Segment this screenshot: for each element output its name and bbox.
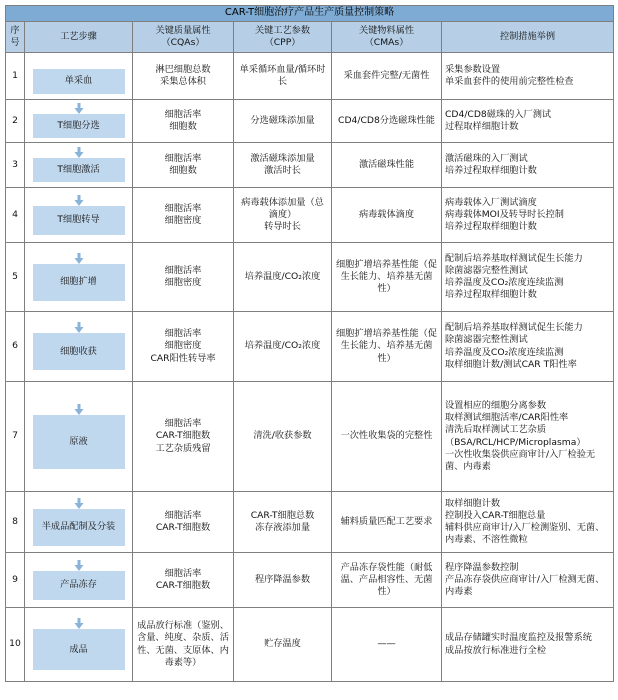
row-step-cell <box>25 382 133 492</box>
arrow-down-icon <box>74 195 84 206</box>
quality-control-table <box>5 5 614 682</box>
row-cpp: 单采循环血量/循环时长 <box>234 53 332 100</box>
process-step-box: T细胞激活 <box>33 158 125 182</box>
table-row <box>6 100 614 143</box>
row-seq: 2 <box>6 100 25 143</box>
row-seq: 1 <box>6 53 25 100</box>
row-cqa: 细胞活率 细胞数 <box>133 143 234 188</box>
table-row <box>6 143 614 188</box>
row-ctrl: CD4/CD8磁珠的入厂测试 过程取样细胞计数 <box>442 100 614 143</box>
table-row <box>6 492 614 553</box>
arrow-down-icon <box>74 147 84 158</box>
row-cqa: 淋巴细胞总数 采集总体积 <box>133 53 234 100</box>
row-seq: 6 <box>6 312 25 382</box>
process-step-box: 半成品配制及分装 <box>33 509 125 546</box>
row-step-cell <box>25 53 133 100</box>
row-cpp: 培养温度/CO₂浓度 <box>234 243 332 312</box>
row-cpp: 病毒载体添加量（总滴度） 转导时长 <box>234 188 332 243</box>
flow-arrow <box>25 102 132 114</box>
row-step-cell <box>25 553 133 608</box>
process-step-box: 原液 <box>33 415 125 469</box>
row-seq: 5 <box>6 243 25 312</box>
row-cpp: 贮存温度 <box>234 608 332 682</box>
row-cqa: 细胞活率 细胞密度 <box>133 243 234 312</box>
header-cqa: 关键质量属性 （CQAs） <box>133 22 234 53</box>
arrow-down-icon <box>74 618 84 629</box>
row-seq: 9 <box>6 553 25 608</box>
process-step-box: 细胞扩增 <box>33 264 125 301</box>
row-cma: —— <box>332 608 442 682</box>
row-ctrl: 程序降温参数控制 产品冻存袋供应商审计/入厂检测无菌、内毒素 <box>442 553 614 608</box>
row-cma: 激活磁珠性能 <box>332 143 442 188</box>
flow-arrow <box>25 617 132 629</box>
table-row <box>6 53 614 100</box>
row-cma: 病毒载体滴度 <box>332 188 442 243</box>
row-seq: 4 <box>6 188 25 243</box>
row-cma: 采血套件完整/无菌性 <box>332 53 442 100</box>
table-row <box>6 188 614 243</box>
row-cma: 细胞扩增培养基性能（促生长能力、培养基无菌性） <box>332 312 442 382</box>
row-cpp: 培养温度/CO₂浓度 <box>234 312 332 382</box>
row-cqa: 细胞活率 CAR-T细胞数 <box>133 553 234 608</box>
row-cpp: 激活磁珠添加量 激活时长 <box>234 143 332 188</box>
arrow-down-icon <box>74 103 84 114</box>
row-cqa: 成品放行标准（鉴别、含量、纯度、杂质、活性、无菌、支原体、内毒素等） <box>133 608 234 682</box>
process-step-box: 产品冻存 <box>33 571 125 600</box>
header-cpp: 关键工艺参数 （CPP） <box>234 22 332 53</box>
row-ctrl: 配制后培养基取样测试促生长能力 除菌滤器完整性测试 培养温度及CO₂浓度连续监测 取样细胞计数/测试CAR T阳性率 <box>442 312 614 382</box>
process-step-box: 细胞收获 <box>33 333 125 370</box>
flow-arrow <box>25 321 132 333</box>
row-seq: 8 <box>6 492 25 553</box>
row-cqa: 细胞活率 CAR-T细胞数 工艺杂质残留 <box>133 382 234 492</box>
row-seq: 3 <box>6 143 25 188</box>
row-cma: 产品冻存袋性能（耐低温、产品相容性、无菌性） <box>332 553 442 608</box>
row-seq: 10 <box>6 608 25 682</box>
table-row <box>6 243 614 312</box>
row-cma: 一次性收集袋的完整性 <box>332 382 442 492</box>
row-step-cell <box>25 100 133 143</box>
row-ctrl: 激活磁珠的入厂测试 培养过程取样细胞计数 <box>442 143 614 188</box>
header-step: 工艺步骤 <box>25 22 133 53</box>
arrow-down-icon <box>74 560 84 571</box>
table-row <box>6 553 614 608</box>
row-ctrl: 取样细胞计数 控制投入CAR-T细胞总量 辅料供应商审计/入厂检测鉴别、无菌、内毒素、不溶性微粒 <box>442 492 614 553</box>
table-title: CAR-T细胞治疗产品生产质量控制策略 <box>6 6 614 22</box>
row-ctrl: 成品存储罐实时温度监控及报警系统 成品按放行标准进行全检 <box>442 608 614 682</box>
row-step-cell <box>25 608 133 682</box>
process-step-box: 单采血 <box>33 69 125 94</box>
row-cpp: 清洗/收获参数 <box>234 382 332 492</box>
table-row <box>6 608 614 682</box>
row-seq: 7 <box>6 382 25 492</box>
table-row <box>6 312 614 382</box>
row-cpp: 程序降温参数 <box>234 553 332 608</box>
process-step-box: 成品 <box>33 629 125 670</box>
flow-arrow <box>25 252 132 264</box>
row-cpp: 分选磁珠添加量 <box>234 100 332 143</box>
row-cma: 辅料质量匹配工艺要求 <box>332 492 442 553</box>
row-cqa: 细胞活率 细胞密度 <box>133 188 234 243</box>
header-seq: 序 号 <box>6 22 25 53</box>
row-step-cell <box>25 143 133 188</box>
row-step-cell <box>25 188 133 243</box>
process-step-box: T细胞分选 <box>33 114 125 138</box>
row-step-cell <box>25 312 133 382</box>
row-ctrl: 病毒载体入厂测试滴度 病毒载体MOI及转导时长控制 培养过程取样细胞计数 <box>442 188 614 243</box>
flow-arrow <box>25 559 132 571</box>
flow-arrow <box>25 497 132 509</box>
row-cqa: 细胞活率 CAR-T细胞数 <box>133 492 234 553</box>
row-ctrl: 配制后培养基取样测试促生长能力 除菌滤器完整性测试 培养温度及CO₂浓度连续监测 培养过程取样细胞计数 <box>442 243 614 312</box>
arrow-down-icon <box>74 322 84 333</box>
table-row <box>6 382 614 492</box>
row-cqa: 细胞活率 细胞数 <box>133 100 234 143</box>
flow-arrow <box>25 194 132 206</box>
process-step-box: T细胞转导 <box>33 206 125 235</box>
arrow-down-icon <box>74 498 84 509</box>
row-cma: 细胞扩增培养基性能（促生长能力、培养基无菌性） <box>332 243 442 312</box>
row-cpp: CAR-T细胞总数 冻存液添加量 <box>234 492 332 553</box>
flow-arrow <box>25 57 132 69</box>
arrow-down-icon <box>74 404 84 415</box>
arrow-down-icon <box>74 253 84 264</box>
row-cqa: 细胞活率 细胞密度 CAR阳性转导率 <box>133 312 234 382</box>
row-ctrl: 采集参数设置 单采血套件的使用前完整性检查 <box>442 53 614 100</box>
row-step-cell <box>25 243 133 312</box>
row-ctrl: 设置相应的细胞分离参数 取样测试细胞活率/CAR阳性率 清洗后取样测试工艺杂质 （BSA/RCL/HCP/Microplasma） 一次性收集袋供应商审计/入厂检验无菌、内毒素 <box>442 382 614 492</box>
header-cma: 关键物料属性 （CMAs） <box>332 22 442 53</box>
flow-arrow <box>25 403 132 415</box>
flow-arrow <box>25 146 132 158</box>
row-step-cell <box>25 492 133 553</box>
row-cma: CD4/CD8分选磁珠性能 <box>332 100 442 143</box>
header-ctrl: 控制措施举例 <box>442 22 614 53</box>
